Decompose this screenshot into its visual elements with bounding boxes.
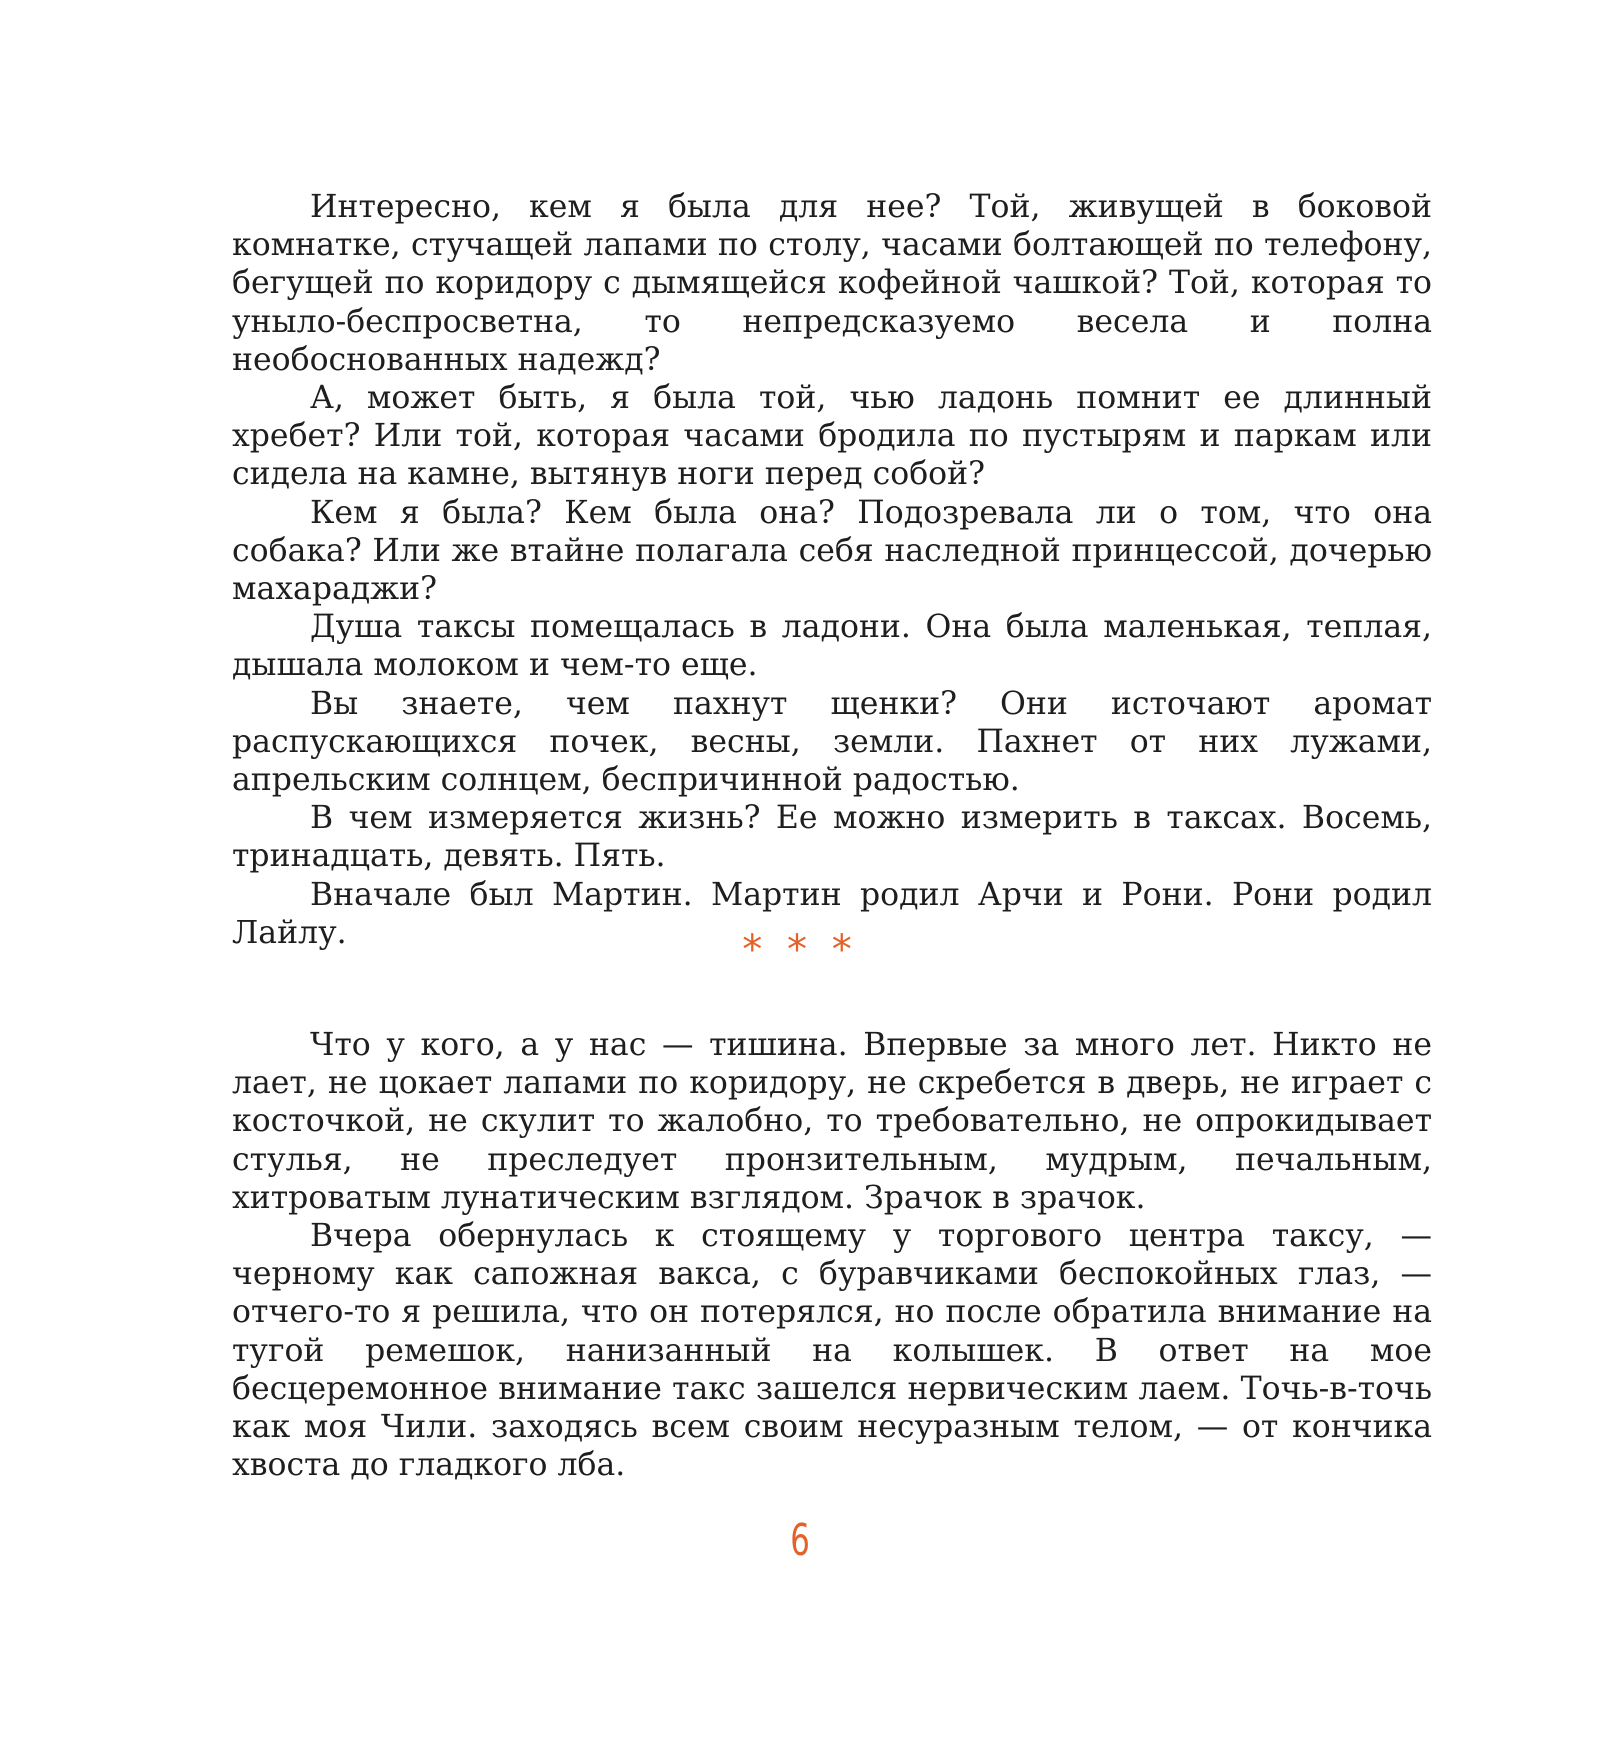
paragraph: В чем измеряется жизнь? Ее можно измерить в таксах. Восемь, тринадцать, девять. Пять.: [232, 800, 1432, 875]
paragraph: Кем я была? Кем была она? Подозревала ли о том, что она собака? Или же втайне полагала себя наследной принцессой, дочерью махараджи?: [232, 494, 1432, 608]
paragraph: Что у кого, а у нас — тишина. Впервые за много лет. Никто не лает, не цокает лапами по коридору, не скребется в дверь, не играет с косточкой, не скулит то жалобно, то требовательно, не опрокидывает стулья, не преследует пронзительным, мудрым, печальным, хитроватым лунатическим взглядом. Зрачок в зрачок.: [232, 1027, 1432, 1216]
section-divider: * * *: [742, 927, 858, 973]
paragraph: Душа таксы помещалась в ладони. Она была маленькая, теплая, дышала молоком и чем-то еще.: [232, 609, 1432, 684]
text-section-1: [232, 188, 1432, 952]
paragraph: Вчера обернулась к стоящему у торгового центра таксу, — черному как сапожная вакса, с буравчиками беспокойных глаз, — отчего-то я решила, что он потерялся, но после обратила внимание на тугой ремешок, нанизанный на колышек. В ответ на мое бесцеремонное внимание такс зашелся нервическим лаем. Точь-в-точь как моя Чили. заходясь всем своим несуразным телом, — от кончика хвоста до гладкого лба.: [232, 1218, 1432, 1484]
page-number: 6: [790, 1515, 810, 1566]
paragraph: Вначале был Мартин. Мартин родил Арчи и Рони. Рони родил Лайлу.: [232, 876, 1432, 951]
paragraph: Вы знаете, чем пахнут щенки? Они источают аромат распускающихся почек, весны, земли. Пахнет от них лужами, апрельским солнцем, беспричинной радостью.: [232, 685, 1432, 799]
paragraph: А, может быть, я была той, чью ладонь помнит ее длинный хребет? Или той, которая часами бродила по пустырям и паркам или сидела на камне, вытянув ноги перед собой?: [232, 380, 1432, 493]
paragraph: Интересно, кем я была для нее? Той, живущей в боковой комнатке, стучащей лапами по столу, часами болтающей по телефону, бегущей по коридору с дымящейся кофейной чашкой? Той, которая то уныло-беспросветна, то непредсказуемо весела и полна необоснованных надежд?: [232, 189, 1432, 378]
text-section-2: [232, 1026, 1432, 1484]
